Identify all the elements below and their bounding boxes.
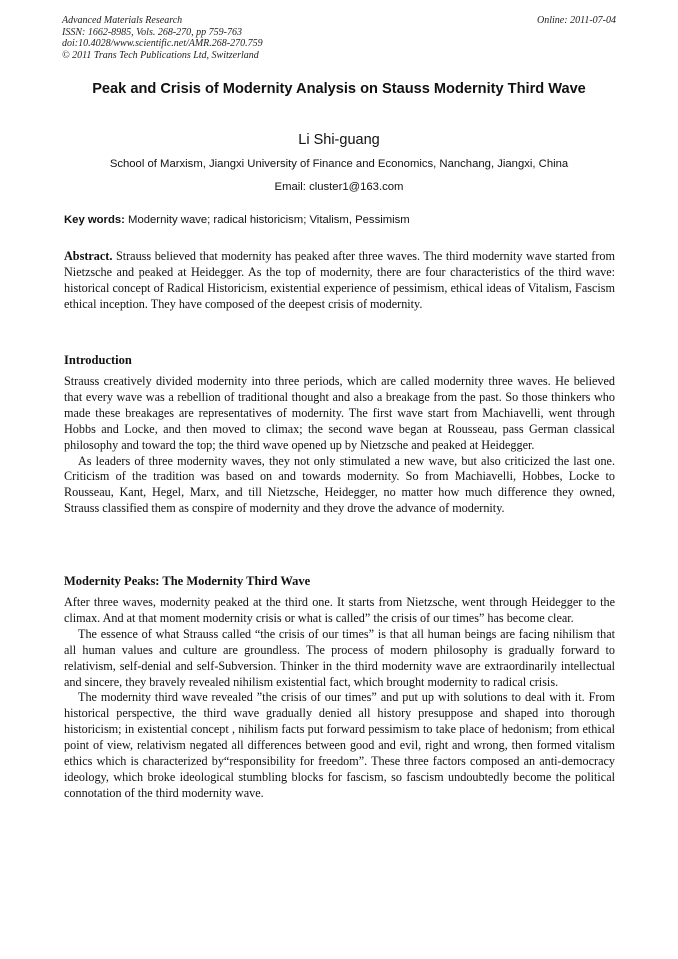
online-date: Online: 2011-07-04 [537,15,616,26]
section-heading-introduction: Introduction [64,353,132,367]
issn-line: ISSN: 1662-8985, Vols. 268-270, pp 759-763 [62,26,242,38]
keywords-text: Modernity wave; radical historicism; Vitalism, Pessimism [124,214,410,226]
keywords-label: Key words: [64,214,125,226]
section2-body [64,595,615,802]
author-email: Email: cluster1@163.com [274,181,404,193]
paper-title: Peak and Crisis of Modernity Analysis on Stauss Modernity Third Wave [92,81,586,97]
paragraph: Strauss creatively divided modernity into three periods, which are called modernity three waves. He believed that every wave was a rebellion of traditional thought and also a breakage from the past. So those thinkers who made these breakages are representatives of modernity. The first wave start from Machiavelli, went through Hobbs and Locke, and then moved to climax; the second wave began at Rousseau, pass German classical philosophy and toward the top; the third wave opened up by Nietzsche and peaked at Heidegger. [64,374,615,452]
paragraph: The modernity third wave revealed ”the crisis of our times” and put up with solutions to deal with it. From historical perspective, the third wave gradually denied all history presuppose and shaped into thorough historicism; in existential concept , nihilism facts put forward pessimism to take place of hedonism; from ethical point of view, relativism negated all differences between good and evil, right and wrong, then formed vitalism ethics which is characterized by“responsibility for freedom”. These three factors composed an anti-democracy ideology, which broke ideological stumbling blocks for fascism, so fascism undoubtedly become the political connotation of the third modernity wave. [64,690,615,800]
abstract [64,249,615,313]
paragraph: After three waves, modernity peaked at the third one. It starts from Nietzsche, went through Heidegger to the climax. And at that moment modernity crisis or what is called” the crisis of our times” has become clear. [64,595,615,625]
section-heading-modernity-peaks: Modernity Peaks: The Modernity Third Wave [64,574,311,588]
introduction-body [64,374,615,517]
keywords [64,213,616,228]
journal-name: Advanced Materials Research [62,15,183,26]
author-affiliation: School of Marxism, Jiangxi University of Finance and Economics, Nanchang, Jiangxi, China [109,158,569,170]
copyright-line: © 2011 Trans Tech Publications Ltd, Switzerland [62,49,259,61]
author-name: Li Shi-guang [298,132,380,148]
doi-line: doi:10.4028/www.scientific.net/AMR.268-270.759 [62,38,263,49]
abstract-label: Abstract. [64,249,113,263]
paragraph: The essence of what Strauss called “the crisis of our times” is that all human beings are facing nihilism that all human values and culture are groundless. The process of modern philosophy is gradually forward to relativism, self-denial and self-Subversion. Thinker in the third modernity wave are extraordinarily intellectual and sincere, they bravely revealed nihilism existential fact, which brought modernity to radical crisis. [64,626,615,689]
abstract-text: Strauss believed that modernity has peaked after three waves. The third modernity wave started from Nietzsche and peaked at Heidegger. As the top of modernity, there are four characteristics of the third wave: historical concept of Radical Historicism, existential experience of pessimism, ethical ideas of Vitalism, Fascism ethical inception. They have composed of the deepest crisis of modernity. [64,249,615,311]
paragraph: As leaders of three modernity waves, they not only stimulated a new wave, but also criticized the last one. Criticism of the tradition was based on and towards modernity. So from Machiavelli, Hobbes, Locke to Rousseau, Kant, Hegel, Marx, and till Nietzsche, Heidegger, no matter how much difference they owned, Strauss classified them as conspire of modernity and they drove the advance of modernity. [64,453,615,516]
journal-header [62,15,616,61]
